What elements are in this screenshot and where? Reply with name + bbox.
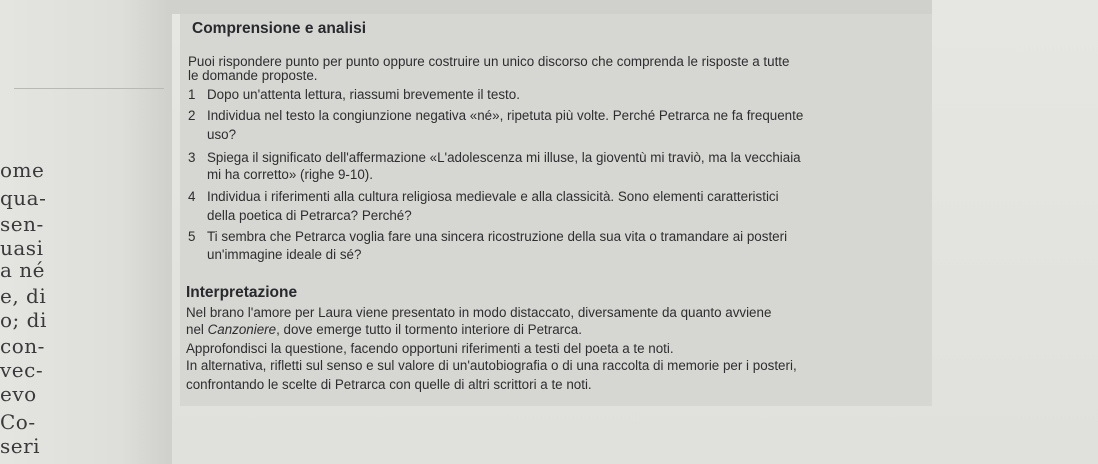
- margin-text: seri: [0, 434, 41, 458]
- margin-text: evo: [0, 382, 37, 406]
- question-text: mi ha corretto» (righe 9-10).: [207, 167, 373, 182]
- section-title-interpretazione: Interpretazione: [186, 284, 298, 301]
- paragraph-line: Approfondisci la questione, facendo opportuni riferimenti a testi del poeta a te noti.: [186, 341, 674, 356]
- question-text: Ti sembra che Petrarca voglia fare una sincera ricostruzione della sua vita o tramandare ai posteri: [207, 229, 788, 244]
- margin-text: con-: [0, 334, 45, 358]
- margin-text: o; di: [0, 308, 47, 332]
- paragraph-line: confrontando le scelte di Petrarca con quelle di altri scrittori a te noti.: [186, 377, 592, 392]
- paragraph-line: In alternativa, rifletti sul senso e sul valore di un'autobiografia o di una raccolta di memorie per i posteri,: [186, 358, 797, 373]
- question-number: 4: [188, 189, 196, 204]
- question-number: 1: [188, 87, 196, 102]
- question-text: Dopo un'attenta lettura, riassumi brevemente il testo.: [207, 87, 520, 102]
- previous-page: [0, 0, 172, 464]
- margin-text: Co-: [0, 410, 36, 434]
- question-text: della poetica di Petrarca? Perché?: [207, 208, 412, 223]
- question-number: 2: [188, 108, 196, 123]
- question-text: Individua nel testo la congiunzione negativa «né», ripetuta più volte. Perché Petrarca ne fa frequente: [207, 108, 804, 123]
- paragraph-text: nel: [186, 322, 208, 337]
- paragraph-text: , dove emerge tutto il tormento interiore di Petrarca.: [276, 322, 582, 337]
- section-title-comprensione: Comprensione e analisi: [192, 20, 366, 37]
- margin-text: vec-: [0, 358, 44, 382]
- margin-text: sen-: [0, 212, 44, 236]
- divider: [14, 88, 164, 89]
- question-text: uso?: [207, 127, 237, 142]
- margin-text: a né: [0, 258, 45, 282]
- question-text: Individua i riferimenti alla cultura religiosa medievale e alla classicità. Sono elementi caratteristici: [207, 189, 779, 204]
- textbook-page: [172, 0, 1098, 464]
- margin-text: qua-: [0, 186, 47, 210]
- margin-text: e, di: [0, 284, 47, 308]
- question-text: un'immagine ideale di sé?: [207, 247, 362, 262]
- intro-text: le domande proposte.: [188, 68, 318, 83]
- question-number: 3: [188, 150, 196, 165]
- question-text: Spiega il significato dell'affermazione «L'adolescenza mi illuse, la gioventù mi traviò, ma la vecchiaia: [207, 150, 801, 165]
- margin-text: ome: [0, 158, 45, 182]
- margin-text: uasi: [0, 236, 44, 260]
- intro-text: Puoi rispondere punto per punto oppure costruire un unico discorso che comprenda le risposte a tutte: [188, 54, 790, 69]
- book-title: Canzoniere: [207, 322, 277, 337]
- box-top-band: [172, 0, 932, 14]
- paragraph-line: Nel brano l'amore per Laura viene presentato in modo distaccato, diversamente da quanto avviene: [186, 305, 772, 320]
- question-number: 5: [188, 229, 196, 244]
- paragraph-line: [186, 322, 582, 337]
